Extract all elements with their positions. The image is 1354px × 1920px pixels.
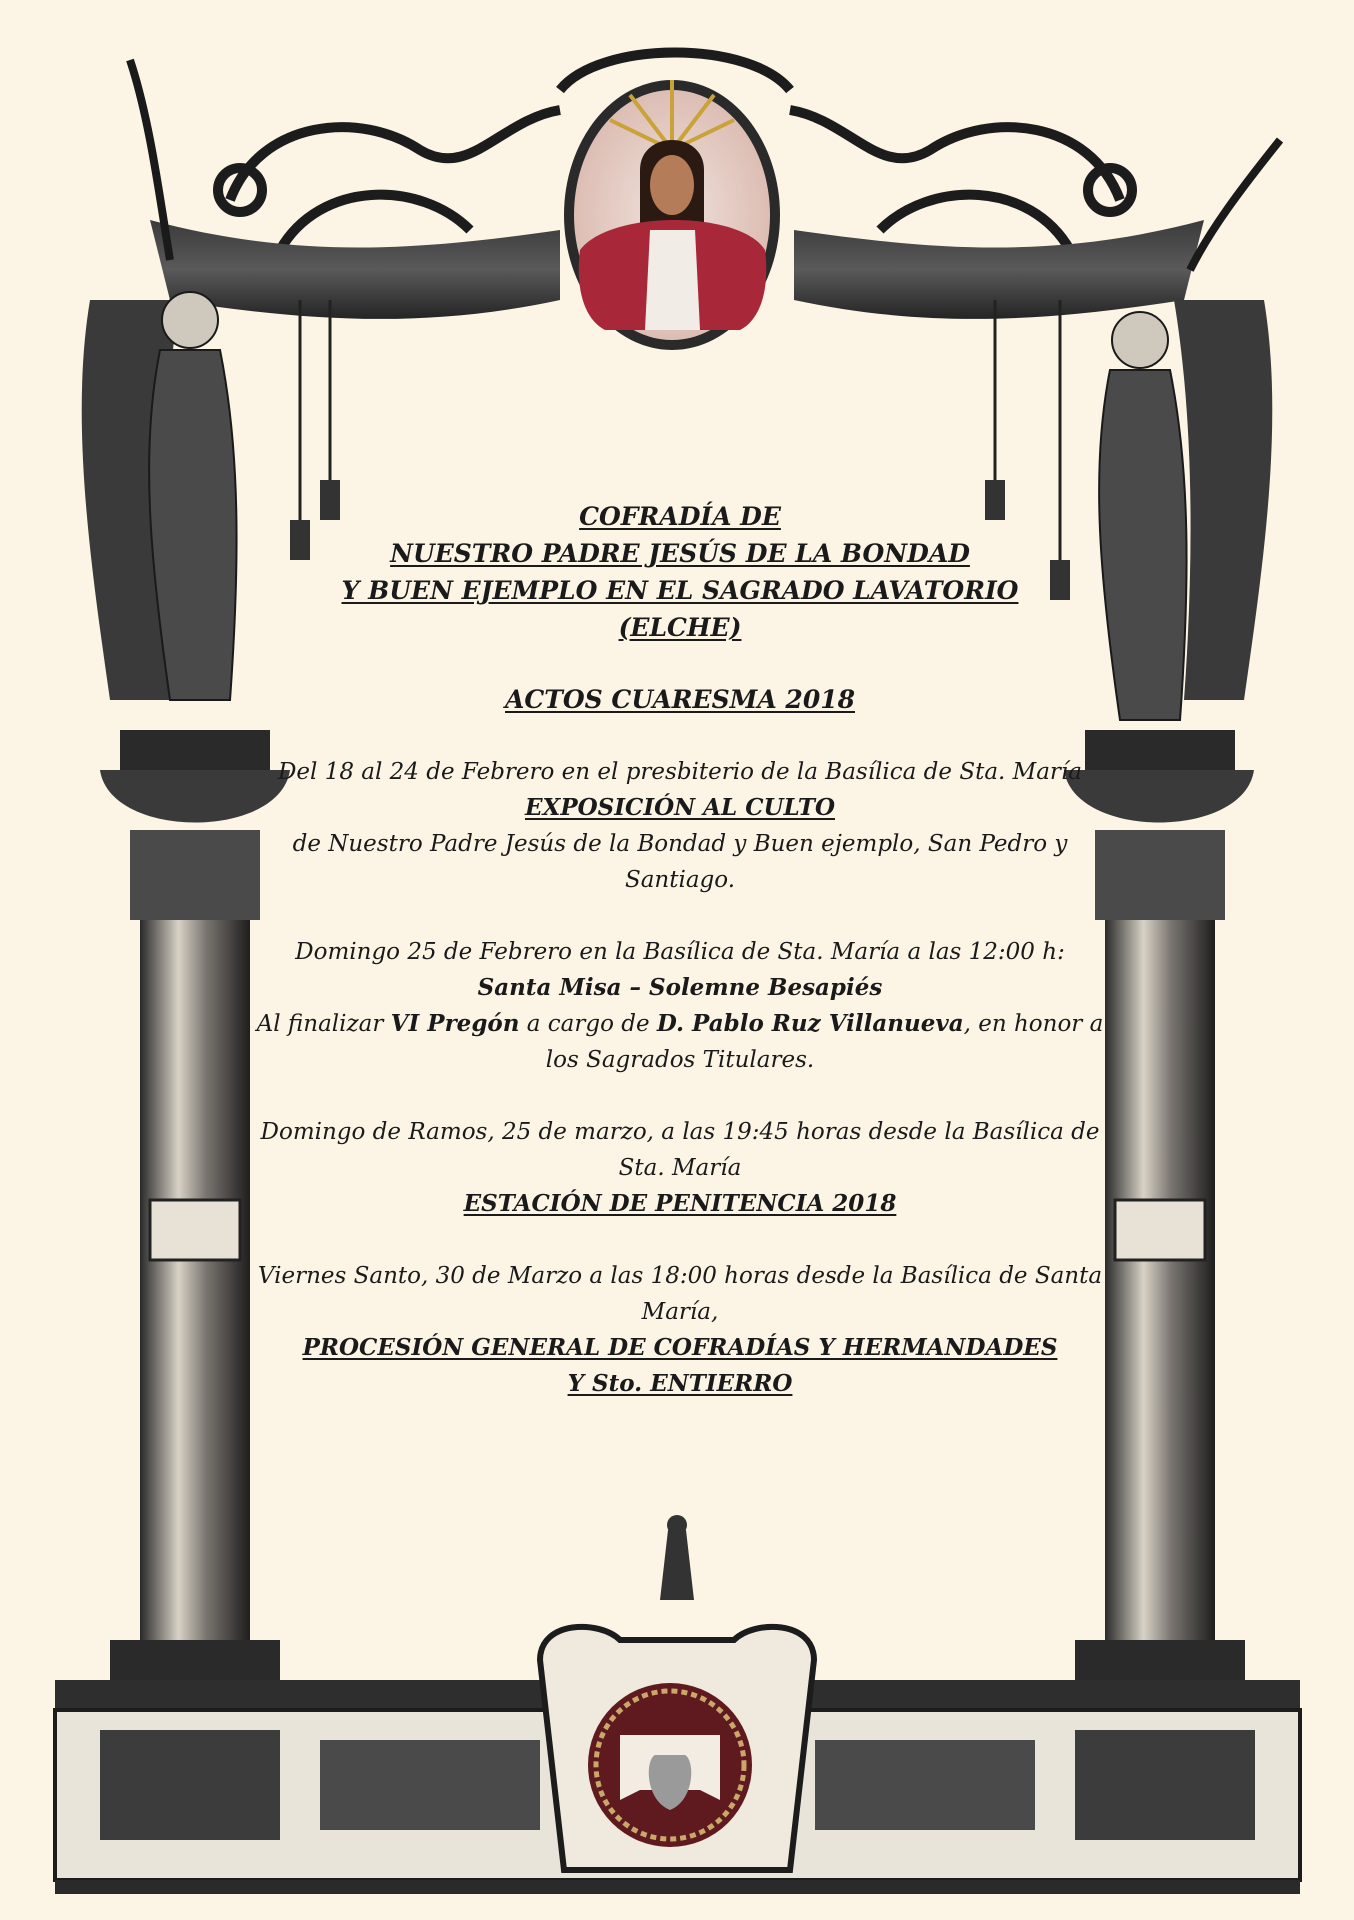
event-date-line: Domingo 25 de Febrero en la Basílica de Sta. María a las 12:00 h: <box>295 939 1065 965</box>
title-line: NUESTRO PADRE JESÚS DE LA BONDAD <box>390 539 970 568</box>
event-exposicion <box>250 754 1110 898</box>
event-procesion <box>250 1258 1110 1402</box>
title-line: (ELCHE) <box>618 613 742 642</box>
poster-title <box>250 498 1110 646</box>
confraternity-emblem <box>588 1683 752 1847</box>
event-detail-part: , en honor a los Sagrados Titulares. <box>545 1011 1104 1073</box>
event-date-line: Del 18 al 24 de Febrero en el presbiterio de la Basílica de Sta. María <box>277 759 1082 785</box>
title-line: Y BUEN EJEMPLO EN EL SAGRADO LAVATORIO <box>341 576 1019 605</box>
title-line: COFRADÍA DE <box>579 502 781 531</box>
event-heading: Y Sto. ENTIERRO <box>567 1370 793 1397</box>
event-heading: ESTACIÓN DE PENITENCIA 2018 <box>463 1190 897 1217</box>
poster-subtitle: ACTOS CUARESMA 2018 <box>505 685 855 714</box>
event-estacion <box>250 1114 1110 1222</box>
event-speaker: D. Pablo Ruz Villanueva <box>656 1010 964 1037</box>
event-detail-part: Al finalizar <box>256 1011 391 1037</box>
event-santa-misa <box>250 934 1110 1078</box>
event-date-line: Domingo de Ramos, 25 de marzo, a las 19:45 horas desde la Basílica de Sta. María <box>260 1119 1100 1181</box>
event-pregon: VI Pregón <box>390 1010 520 1037</box>
event-heading: PROCESIÓN GENERAL DE COFRADÍAS Y HERMANDADES <box>302 1334 1058 1361</box>
event-detail-part: a cargo de <box>519 1011 657 1037</box>
poster-text <box>250 498 1110 1402</box>
portrait-medallion <box>564 80 780 350</box>
event-detail: de Nuestro Padre Jesús de la Bondad y Buen ejemplo, San Pedro y Santiago. <box>292 831 1068 893</box>
event-date-line: Viernes Santo, 30 de Marzo a las 18:00 horas desde la Basílica de Santa María, <box>257 1263 1103 1325</box>
event-heading: Santa Misa – Solemne Besapiés <box>477 974 883 1001</box>
event-detail <box>250 1006 1110 1078</box>
event-heading: EXPOSICIÓN AL CULTO <box>524 794 836 821</box>
